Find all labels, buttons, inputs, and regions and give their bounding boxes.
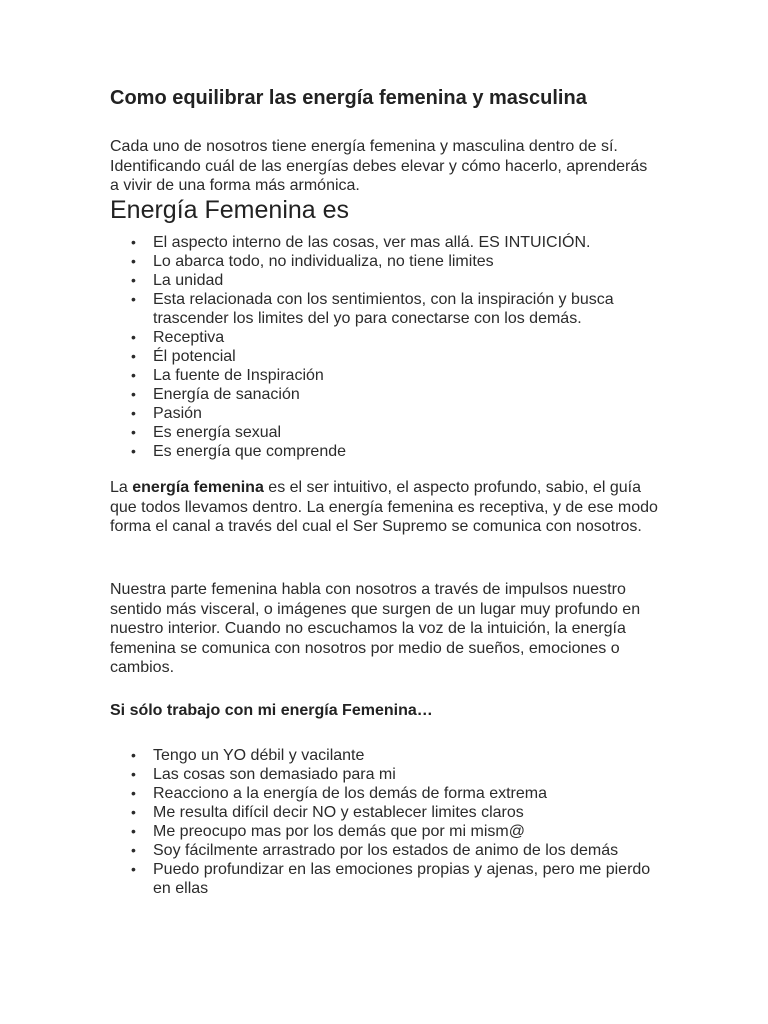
bullet-icon: • <box>131 747 136 763</box>
list-item-text: Esta relacionada con los sentimientos, con la inspiración y busca trascender los limites del yo para conectarse con los demás. <box>153 291 614 327</box>
list-item-text: Lo abarca todo, no individualiza, no tiene limites <box>153 253 494 270</box>
list-item <box>110 784 670 803</box>
list-item <box>110 385 670 404</box>
list-item <box>110 328 670 347</box>
list-item <box>110 442 670 461</box>
list-item-text: Es energía que comprende <box>153 443 347 460</box>
bullet-icon: • <box>131 424 136 440</box>
list-item-text: Me resulta difícil decir NO y establecer limites claros <box>153 804 524 821</box>
bullet-icon: • <box>131 405 136 421</box>
bullet-icon: • <box>131 443 136 459</box>
only-feminine-subheading: Si sólo trabajo con mi energía Femenina… <box>110 702 433 719</box>
list-item-text: Tengo un YO débil y vacilante <box>153 747 365 764</box>
definition-bold-term: energía femenina <box>132 479 264 496</box>
list-item <box>110 765 670 784</box>
list-item <box>110 290 670 328</box>
list-item-text: Soy fácilmente arrastrado por los estados de animo de los demás <box>153 842 619 859</box>
list-item-text: Pasión <box>153 405 202 422</box>
list-item-text: Es energía sexual <box>153 424 282 441</box>
bullet-icon: • <box>131 785 136 801</box>
list-item-text: El aspecto interno de las cosas, ver mas allá. ES INTUICIÓN. <box>153 234 591 251</box>
list-item <box>110 860 670 898</box>
feminine-energy-definition-paragraph <box>110 478 660 537</box>
definition-lead: La <box>110 479 133 496</box>
list-item <box>110 233 670 252</box>
bullet-icon: • <box>131 367 136 383</box>
list-item <box>110 803 670 822</box>
list-item-text: Puedo profundizar en las emociones propias y ajenas, pero me pierdo en ellas <box>153 861 651 897</box>
intro-paragraph: Cada uno de nosotros tiene energía femenina y masculina dentro de sí. Identificando cuál de las energías debes elevar y cómo hacerlo, aprenderás a vivir de una forma más armónica. <box>110 138 648 194</box>
list-item <box>110 347 670 366</box>
only-feminine-list <box>110 746 670 898</box>
list-item <box>110 252 670 271</box>
list-item-text: Me preocupo mas por los demás que por mi mism@ <box>153 823 525 840</box>
bullet-icon: • <box>131 823 136 839</box>
bullet-icon: • <box>131 861 136 877</box>
bullet-icon: • <box>131 386 136 402</box>
list-item <box>110 746 670 765</box>
list-item-text: Receptiva <box>153 329 225 346</box>
list-item-text: La fuente de Inspiración <box>153 367 324 384</box>
list-item <box>110 404 670 423</box>
section-heading-energia-femenina: Energía Femenina es <box>110 196 350 224</box>
document-title: Como equilibrar las energía femenina y masculina <box>110 87 587 109</box>
list-item <box>110 423 670 442</box>
list-item-text: Él potencial <box>153 348 236 365</box>
bullet-icon: • <box>131 272 136 288</box>
list-item <box>110 822 670 841</box>
list-item-text: Energía de sanación <box>153 386 300 403</box>
bullet-icon: • <box>131 291 136 307</box>
list-item <box>110 366 670 385</box>
list-item-text: Las cosas son demasiado para mi <box>153 766 396 783</box>
bullet-icon: • <box>131 766 136 782</box>
bullet-icon: • <box>131 234 136 250</box>
feminine-energy-list <box>110 233 670 461</box>
list-item-text: Reacciono a la energía de los demás de forma extrema <box>153 785 547 802</box>
bullet-icon: • <box>131 348 136 364</box>
list-item <box>110 841 670 860</box>
list-item-text: La unidad <box>153 272 224 289</box>
feminine-part-paragraph: Nuestra parte femenina habla con nosotros a través de impulsos nuestro sentido más visceral, o imágenes que surgen de un lugar muy profundo en nuestro interior. Cuando no escuchamos la voz de la intuición, la energía femenina se comunica con nosotros por medio de sueños, emociones o cambios. <box>110 581 641 676</box>
list-item <box>110 271 670 290</box>
bullet-icon: • <box>131 253 136 269</box>
bullet-icon: • <box>131 329 136 345</box>
bullet-icon: • <box>131 842 136 858</box>
bullet-icon: • <box>131 804 136 820</box>
definition-rest: es el ser intuitivo, el aspecto profundo, sabio, el guía que todos llevamos dentro. La energía femenina es receptiva, y de ese modo forma el canal a través del cual el Ser Supremo se comunica con nosotros. <box>110 479 658 535</box>
